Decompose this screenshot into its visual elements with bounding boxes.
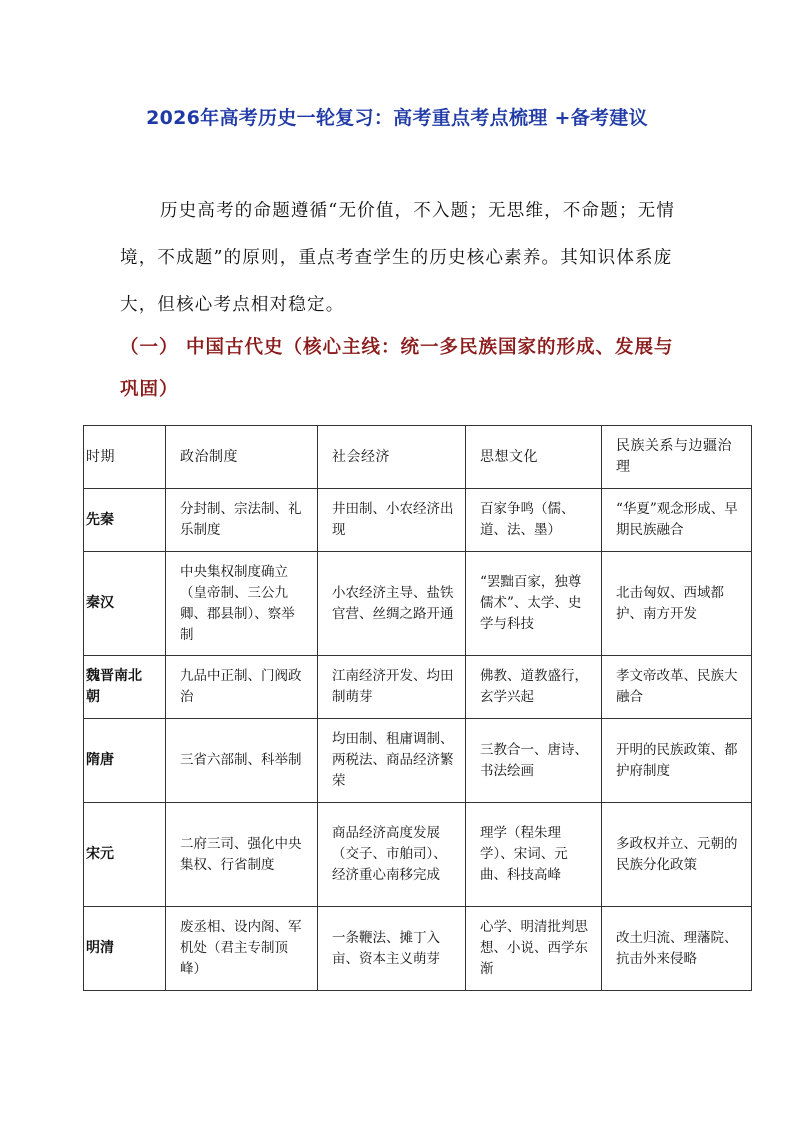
table-row [84, 656, 752, 719]
politics-cell: 二府三司、强化中央集权、行省制度 [166, 803, 318, 907]
period-cell: 秦汉 [84, 552, 166, 656]
period-cell: 魏晋南北朝 [84, 656, 166, 719]
economy-cell: 商品经济高度发展（交子、市舶司）、经济重心南移完成 [318, 803, 466, 907]
culture-cell: 百家争鸣（儒、道、法、墨） [466, 489, 602, 552]
history-table-container [83, 425, 751, 991]
culture-cell: “罢黜百家，独尊儒术”、太学、史学与科技 [466, 552, 602, 656]
section-heading: （一） 中国古代史（核心主线：统一多民族国家的形成、发展与巩固） [120, 337, 674, 400]
period-cell: 隋唐 [84, 719, 166, 803]
culture-cell: 理学（程朱理学）、宋词、元曲、科技高峰 [466, 803, 602, 907]
document-title: 2026年高考历史一轮复习：高考重点考点梳理 +备考建议 [146, 107, 648, 129]
economy-cell: 均田制、租庸调制、两税法、商品经济繁荣 [318, 719, 466, 803]
header-culture: 思想文化 [466, 426, 602, 489]
history-periods-table [83, 425, 752, 991]
politics-cell: 三省六部制、科举制 [166, 719, 318, 803]
header-ethnic: 民族关系与边疆治理 [602, 426, 752, 489]
table-row [84, 803, 752, 907]
table-row [84, 489, 752, 552]
politics-cell: 分封制、宗法制、礼乐制度 [166, 489, 318, 552]
header-politics: 政治制度 [166, 426, 318, 489]
ethnic-cell: 开明的民族政策、都护府制度 [602, 719, 752, 803]
ethnic-cell: 改土归流、理藩院、抗击外来侵略 [602, 907, 752, 991]
ethnic-cell: 多政权并立、元朝的民族分化政策 [602, 803, 752, 907]
culture-cell: 佛教、道教盛行，玄学兴起 [466, 656, 602, 719]
header-period: 时期 [84, 426, 166, 489]
table-header-row [84, 426, 752, 489]
period-cell: 先秦 [84, 489, 166, 552]
politics-cell: 废丞相、设内阁、军机处（君主专制顶峰） [166, 907, 318, 991]
economy-cell: 一条鞭法、摊丁入亩、资本主义萌芽 [318, 907, 466, 991]
politics-cell: 中央集权制度确立（皇帝制、三公九卿、郡县制）、察举制 [166, 552, 318, 656]
period-cell: 宋元 [84, 803, 166, 907]
intro-paragraph: 历史高考的命题遵循“无价值，不入题；无思维，不命题；无情境，不成题”的原则，重点考查学生的历史核心素养。其知识体系庞大，但核心考点相对稳定。 [120, 201, 676, 315]
economy-cell: 井田制、小农经济出现 [318, 489, 466, 552]
politics-cell: 九品中正制、门阀政治 [166, 656, 318, 719]
culture-cell: 心学、明清批判思想、小说、西学东渐 [466, 907, 602, 991]
table-row [84, 719, 752, 803]
ethnic-cell: 北击匈奴、西域都护、南方开发 [602, 552, 752, 656]
table-row [84, 552, 752, 656]
period-cell: 明清 [84, 907, 166, 991]
table-row [84, 907, 752, 991]
economy-cell: 江南经济开发、均田制萌芽 [318, 656, 466, 719]
header-economy: 社会经济 [318, 426, 466, 489]
economy-cell: 小农经济主导、盐铁官营、丝绸之路开通 [318, 552, 466, 656]
ethnic-cell: “华夏”观念形成、早期民族融合 [602, 489, 752, 552]
ethnic-cell: 孝文帝改革、民族大融合 [602, 656, 752, 719]
culture-cell: 三教合一、唐诗、书法绘画 [466, 719, 602, 803]
